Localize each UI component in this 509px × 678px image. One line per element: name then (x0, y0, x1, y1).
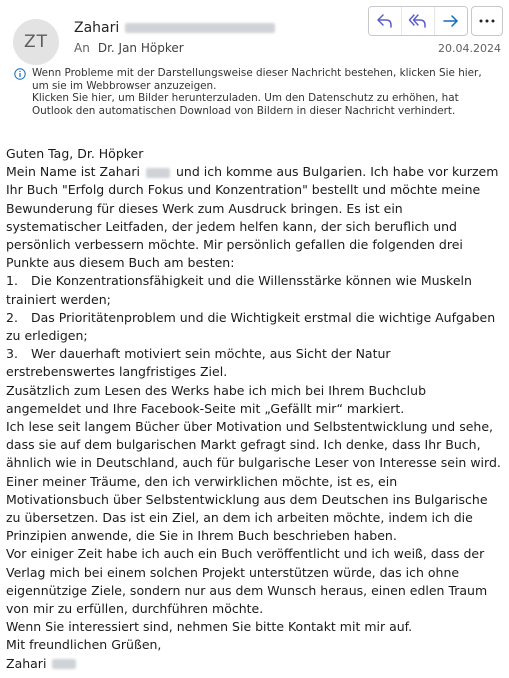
list-number: 1. (6, 273, 18, 289)
signature (6, 655, 502, 673)
download-images-link[interactable]: Klicken Sie hier, um Bilder herunterzuladen. Um den Datenschutz zu erhöhen, hat Outlook den automatischen Download von Bildern in dieser Nachricht verhindert. (32, 92, 459, 117)
reply-icon (376, 13, 394, 29)
sender-avatar[interactable]: ZT (13, 19, 59, 65)
more-actions-button[interactable] (471, 6, 503, 36)
view-in-browser-link[interactable]: Wenn Probleme mit der Darstellungsweise dieser Nachricht bestehen, klicken Sie hier, um sie im Webbrowser anzuzeigen. (32, 67, 482, 92)
sender-name[interactable]: Zahari (74, 20, 120, 36)
reply-all-icon (408, 13, 428, 29)
message-body (6, 145, 502, 673)
redacted-sender-address (125, 23, 275, 33)
forward-button[interactable] (434, 7, 467, 35)
to-label: An (74, 41, 90, 55)
message-header (0, 0, 509, 62)
reply-button[interactable] (369, 7, 401, 35)
book-club-paragraph: Zusätzlich zum Lesen des Werks habe ich mich bei Ihrem Buchclub angemeldet und Ihre Facebook-Seite mit „Gefällt mir“ markiert. (6, 382, 427, 416)
closing: Mit freundlichen Grüßen, (6, 637, 162, 653)
recipient-line (74, 41, 184, 55)
list-item (6, 272, 502, 308)
list-text: Die Konzentrationsfähigkeit und die Willensstärke können wie Muskeln trainiert werden; (6, 273, 472, 307)
intro-text-rest: und ich komme aus Bulgarien. Ich habe vor kurzem Ihr Buch "Erfolg durch Fokus und Konzentration" bestellt und möchte meine Bewunderung für dieses Werk zum Ausdruck bringen. Es ist ein systematischer Leitfaden, der jedem helfen kann, der sich beruflich und persönlich verbessern möchte. Mir persönlich gefallen die folgenden drei Punkte aus diesem Buch am besten: (6, 164, 499, 271)
intro-text-start: Mein Name ist Zahari (6, 164, 140, 180)
forward-icon (442, 13, 460, 29)
list-number: 3. (6, 346, 18, 362)
list-text: Das Prioritätenproblem und die Wichtigkeit erstmal die wichtige Aufgaben zu erledigen; (6, 309, 496, 344)
contact-paragraph: Wenn Sie interessiert sind, nehmen Sie bitte Kontakt mit mir auf. (6, 619, 413, 635)
list-item (6, 309, 502, 345)
sender-line (74, 20, 275, 36)
list-text: Wer dauerhaft motiviert sein möchte, aus Sicht der Natur erstrebenswertes langfristiges Ziel. (6, 346, 391, 380)
more-icon (479, 19, 495, 23)
info-bar (14, 67, 500, 117)
dream-paragraph: Einer meiner Träume, den ich verwirklichen möchte, ist es, ein Motivationsbuch über Selbstentwicklung aus dem Deutschen ins Bulgarische zu übersetzen. Das ist ein Ziel, an dem ich arbeiten möchte, indem ich die Prinzipien anwende, die Sie in Ihrem Buch beschrieben haben. (6, 473, 488, 544)
publisher-paragraph: Vor einiger Zeit habe ich auch ein Buch veröffentlicht und ich weiß, dass der Verlag mich bei einem solchen Projekt unterstützen würde, das ich ohne eigennützige Ziele, sondern nur aus dem Wunsch heraus, einen edlen Traum von mir zu erfüllen, durchführen möchte. (6, 546, 488, 617)
info-icon (14, 68, 26, 80)
reading-paragraph: Ich lese seit langem Bücher über Motivation und Selbstentwicklung und sehe, dass sie auf dem bulgarischen Markt gefragt sind. Ich denke, dass Ihr Buch, ähnlich wie in Deutschland, auch für bulgarische Leser von Interesse sein wird. (6, 419, 501, 471)
greeting: Guten Tag, Dr. Höpker (6, 146, 144, 161)
list-number: 2. (6, 309, 18, 325)
reply-button-group (368, 6, 468, 36)
redacted-signature-surname (52, 659, 76, 669)
message-date: 20.04.2024 (438, 42, 501, 55)
reply-all-button[interactable] (401, 7, 434, 35)
redacted-surname (146, 168, 170, 178)
recipient-name[interactable]: Dr. Jan Höpker (97, 41, 184, 55)
signature-name: Zahari (6, 655, 47, 671)
intro-paragraph (6, 163, 502, 272)
list-item (6, 345, 502, 381)
